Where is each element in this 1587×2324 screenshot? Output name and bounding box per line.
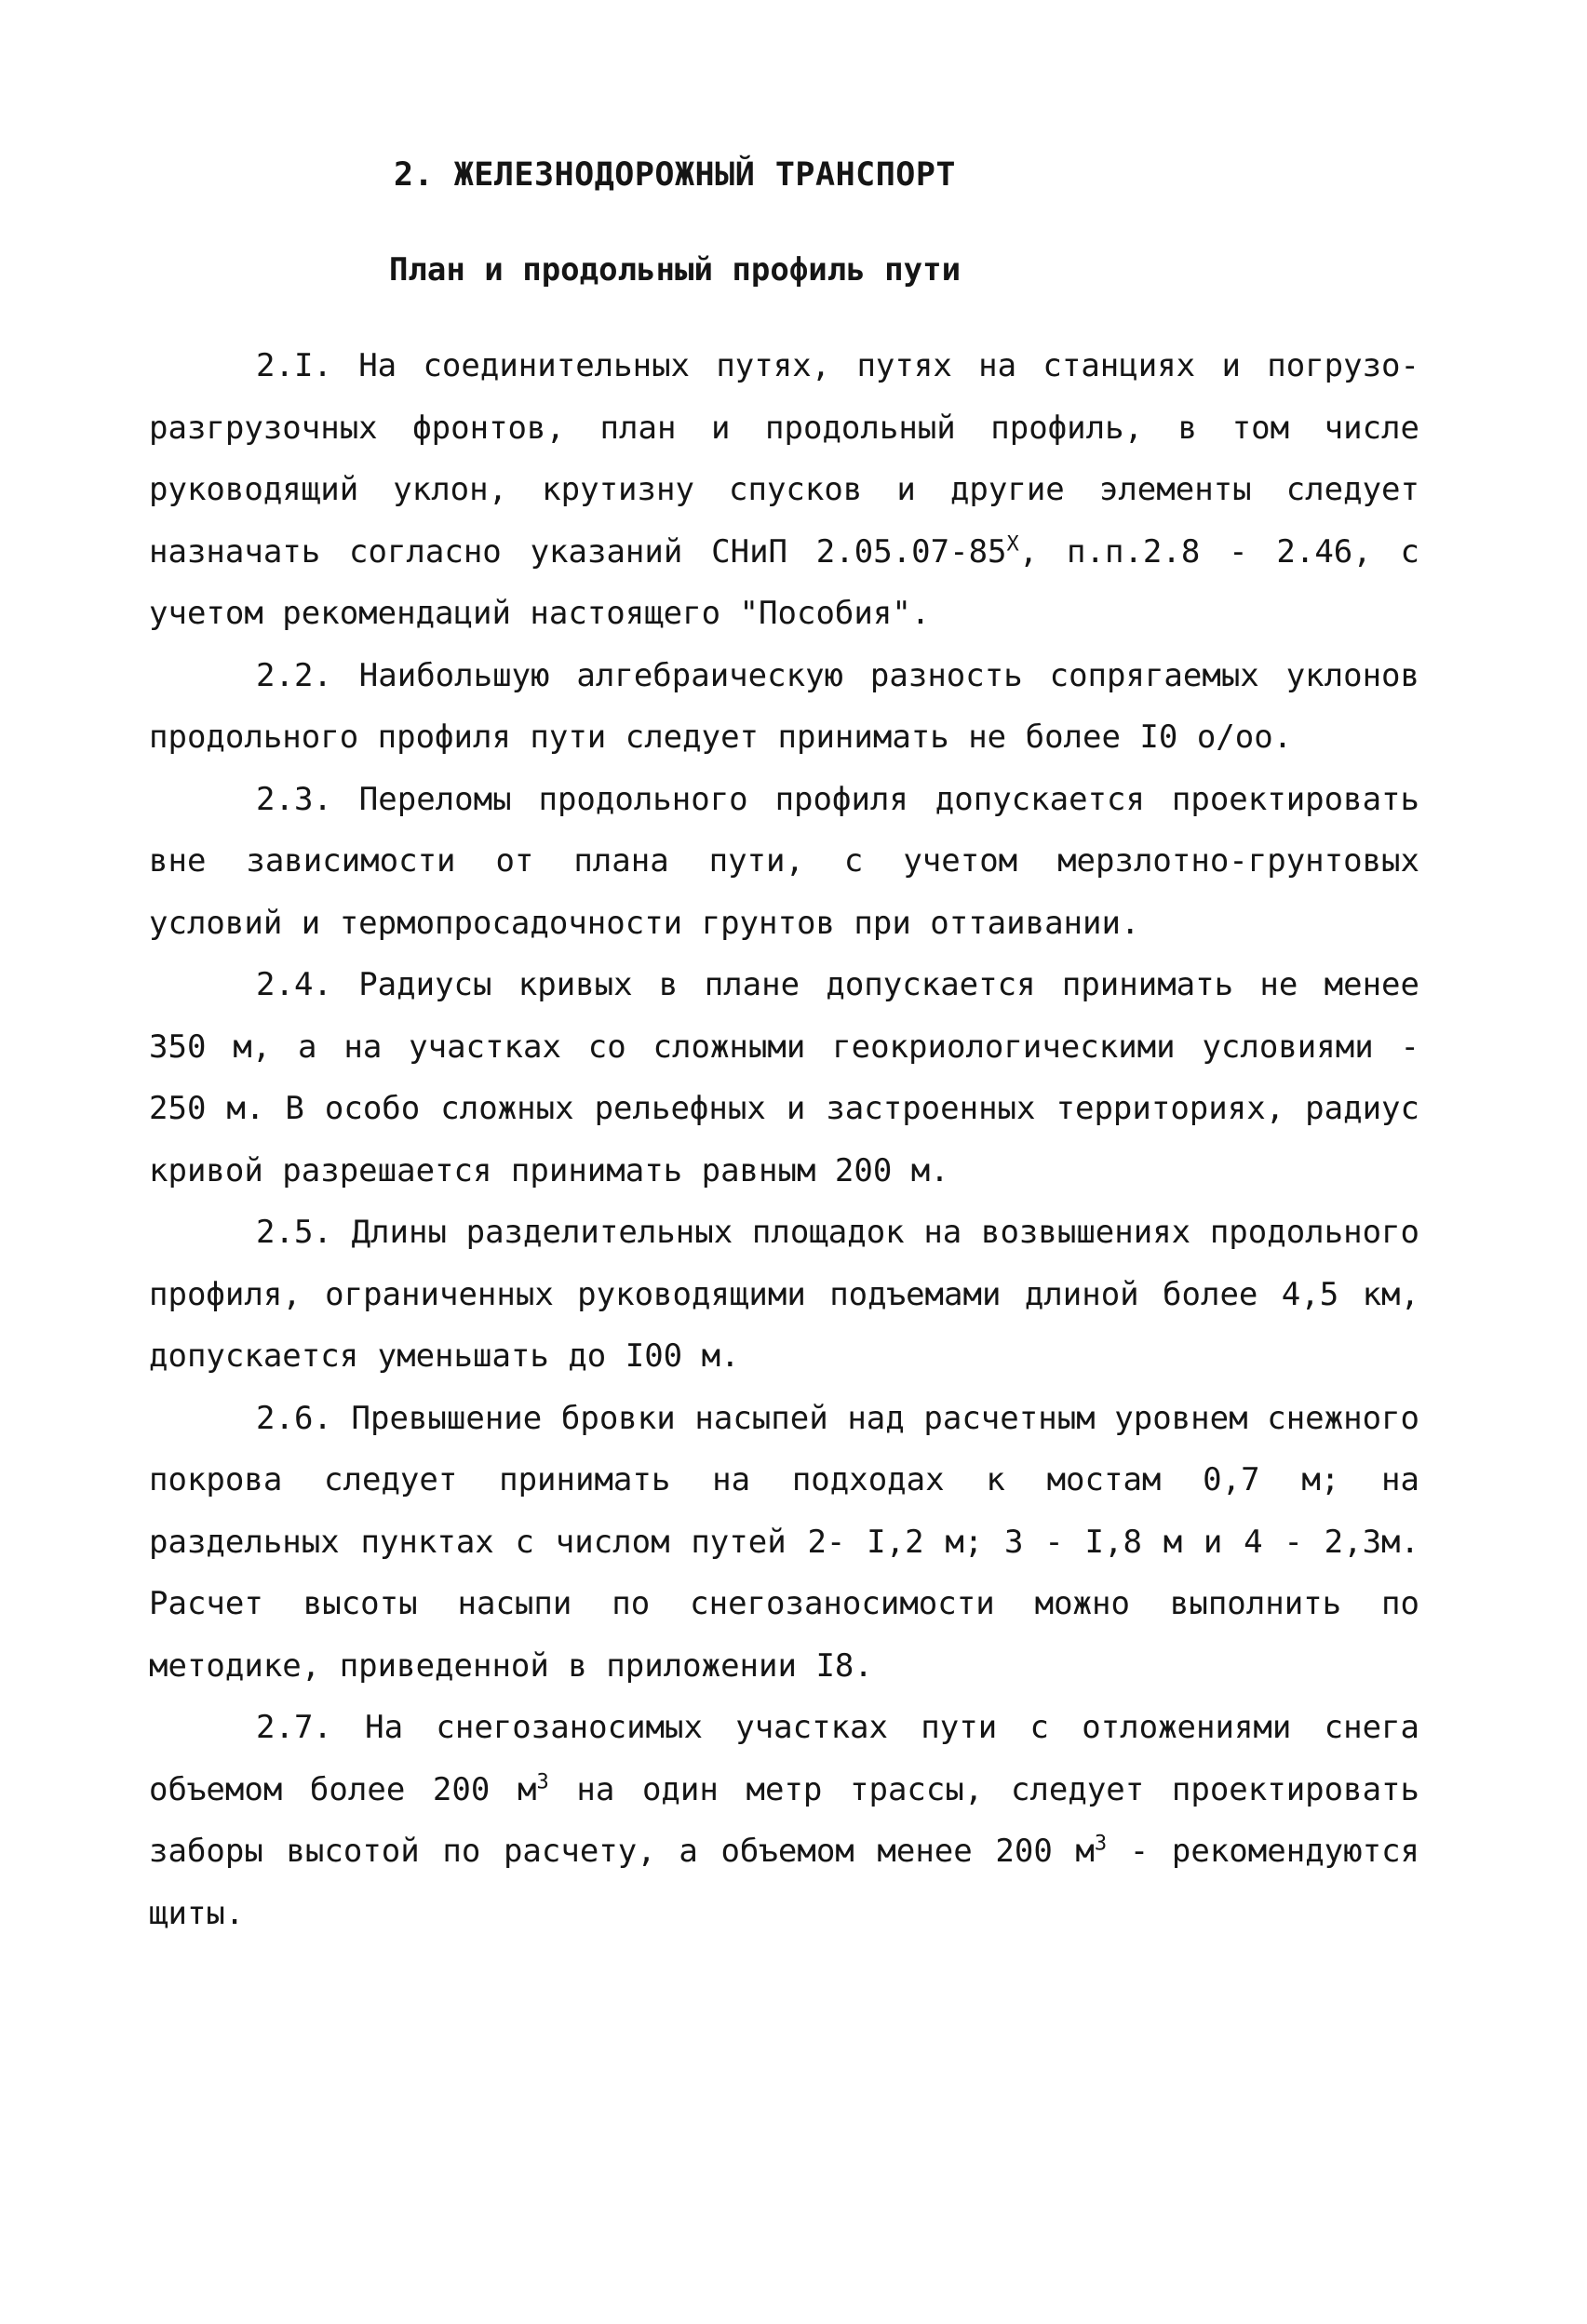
section-subtitle: План и продольный профиль пути	[388, 251, 962, 289]
paragraph-2-2: 2.2. Наибольшую алгебраическую разность сопрягаемых уклонов продольного профиля пути следует принимать не более I0 о/оо.	[149, 656, 1419, 756]
paragraph-2-4: 2.4. Радиусы кривых в плане допускается принимать не менее 350 м, а на участках со сложными геокриологическими условиями - 250 м. В особо сложных рельефных и застроенных территориях, радиус кривой разрешается принимать равным 200 м.	[149, 966, 1419, 1189]
superscript-cubic-1: 3	[536, 1770, 549, 1794]
paragraph-2-6: 2.6. Превышение бровки насыпей над расчетным уровнем снежного покрова следует принимать на подходах к мостам 0,7 м; на раздельных пунктах с числом путей 2- I,2 м; 3 - I,8 м и 4 - 2,3м. Расчет высоты насыпи по снегозаносимости можно выполнить по методике, приведенной в приложении I8.	[149, 1399, 1419, 1685]
paragraph-2-3: 2.3. Переломы продольного профиля допускается проектировать вне зависимости от плана пути, с учетом мерзлотно-грунтовых условий и термопросадочности грунтов при оттаивании.	[149, 780, 1419, 942]
paragraph-2-1: 2.I. На соединительных путях, путях на станциях и погрузо-разгрузочных фронтов, план и продольный профиль, в том числе руководящий уклон, крутизну спусков и другие элементы следует назначать согласно указаний СНиП $2.05.07-85^Х$, п.п.2.8 - 2.46, с учетом рекомендаций настоящего "Пособия".	[149, 347, 1419, 632]
paragraph-2-5: 2.5. Длины разделительных площадок на возвышениях продольного профиля, ограниченных руководящими подъемами длиной более 4,5 км, допускается уменьшать до I00 м.	[149, 1214, 1419, 1375]
superscript-cubic-2: 3	[1094, 1832, 1108, 1856]
document-body	[149, 335, 1419, 1944]
superscript-x: Х	[1006, 532, 1019, 557]
paragraph-2-7: 2.7. На снегозаносимых участках пути с отложениями снега объемом более 200 $м^3$ на один метр трассы, следует проектировать заборы высотой по расчету, а объемом менее 200 $м^3$ - рекомендуются щиты.	[149, 1709, 1420, 1932]
section-title: 2. ЖЕЛЕЗНОДОРОЖНЫЙ ТРАНСПОРТ	[393, 156, 956, 194]
